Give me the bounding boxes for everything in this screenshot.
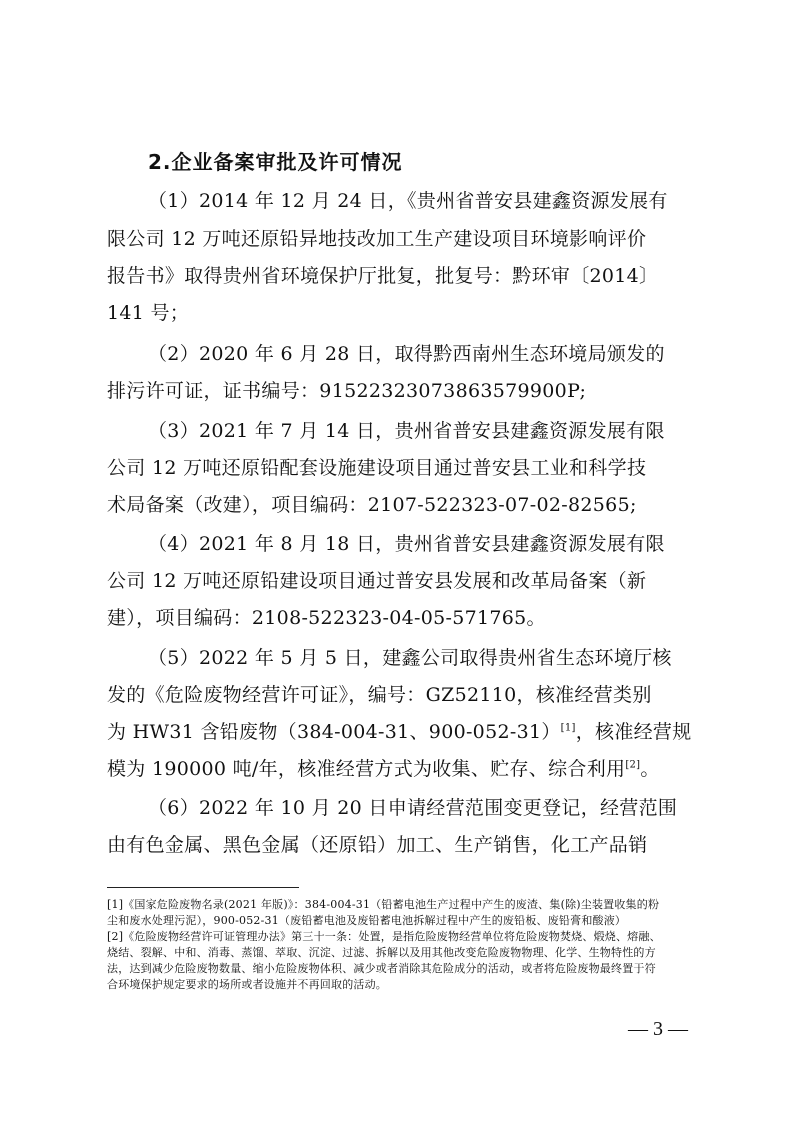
- paragraph-line: 为 HW31 含铅废物（384-004-31、900-052-31）[1]，核准经营规: [107, 721, 692, 743]
- paragraph-line: （5）2022 年 5 月 5 日，建鑫公司取得贵州省生态环境厅核: [148, 647, 672, 669]
- paragraph-line: 报告书》取得贵州省环境保护厅批复，批复号：黔环审〔2014〕: [107, 265, 659, 287]
- footnote-line: 合环境保护规定要求的场所或者设施并不再回取的活动。: [107, 978, 387, 991]
- paragraph-line: 建），项目编码：2108-522323-04-05-571765。: [107, 607, 546, 629]
- page-number: — 3 —: [628, 1018, 688, 1040]
- paragraph-line: 排污许可证，证书编号：91522323073863579900P;: [107, 380, 587, 402]
- footnote-line: 烧结、裂解、中和、消毒、蒸馏、萃取、沉淀、过滤、拆解以及用其他改变危险废物物理、化学、生物特性的方: [107, 946, 656, 959]
- footnote-ref[interactable]: [2]: [625, 759, 641, 771]
- footnote-ref[interactable]: [1]: [560, 722, 576, 734]
- paragraph-line: （2）2020 年 6 月 28 日，取得黔西南州生态环境局颁发的: [148, 343, 665, 365]
- paragraph-line: （6）2022 年 10 月 20 日申请经营范围变更登记，经营范围: [148, 797, 678, 819]
- paragraph-line: 发的《危险废物经营许可证》，编号：GZ52110，核准经营类别: [107, 684, 652, 706]
- paragraph-line: 术局备案（改建），项目编码：2107-522323-07-02-82565;: [107, 494, 637, 516]
- paragraph-line: 公司 12 万吨还原铅建设项目通过普安县发展和改革局备案（新: [107, 570, 647, 592]
- paragraph-line: （4）2021 年 8 月 18 日，贵州省普安县建鑫资源发展有限: [148, 533, 665, 555]
- paragraph-line: （1）2014 年 12 月 24 日，《贵州省普安县建鑫资源发展有: [148, 190, 668, 212]
- paragraph-line: 模为 190000 吨/年，核准经营方式为收集、贮存、综合利用[2]。: [107, 758, 660, 780]
- footnote-line: [1]《国家危险废物名录(2021 年版)》：384-004-31（铅蓄电池生产过程中产生的废渣、集(除)尘装置收集的粉: [107, 898, 660, 911]
- paragraph-line: 由有色金属、黑色金属（还原铅）加工、生产销售，化工产品销: [107, 834, 648, 856]
- paragraph-line: （3）2021 年 7 月 14 日，贵州省普安县建鑫资源发展有限: [148, 420, 665, 442]
- footnote-line: [2]《危险废物经营许可证管理办法》第三十一条：处置，是指危险废物经营单位将危险废物焚烧、煅烧、熔融、: [107, 930, 661, 943]
- paragraph-line: 公司 12 万吨还原铅配套设施建设项目通过普安县工业和科学技: [107, 457, 647, 479]
- paragraph-line: 限公司 12 万吨还原铅异地技改加工生产建设项目环境影响评价: [107, 228, 647, 250]
- footnote-line: 法，达到减少危险废物数量、缩小危险废物体积、减少或者消除其危险成分的活动，或者将危险废物最终置于符: [107, 962, 656, 975]
- footnote-line: 尘和废水处理污泥），900-052-31（废铅蓄电池及废铅蓄电池拆解过程中产生的废铅板、废铅膏和酸液）: [107, 914, 627, 927]
- section-heading: 2.企业备案审批及许可情况: [148, 150, 403, 174]
- paragraph-line: 141 号；: [107, 302, 190, 324]
- footnote-divider: [107, 887, 299, 888]
